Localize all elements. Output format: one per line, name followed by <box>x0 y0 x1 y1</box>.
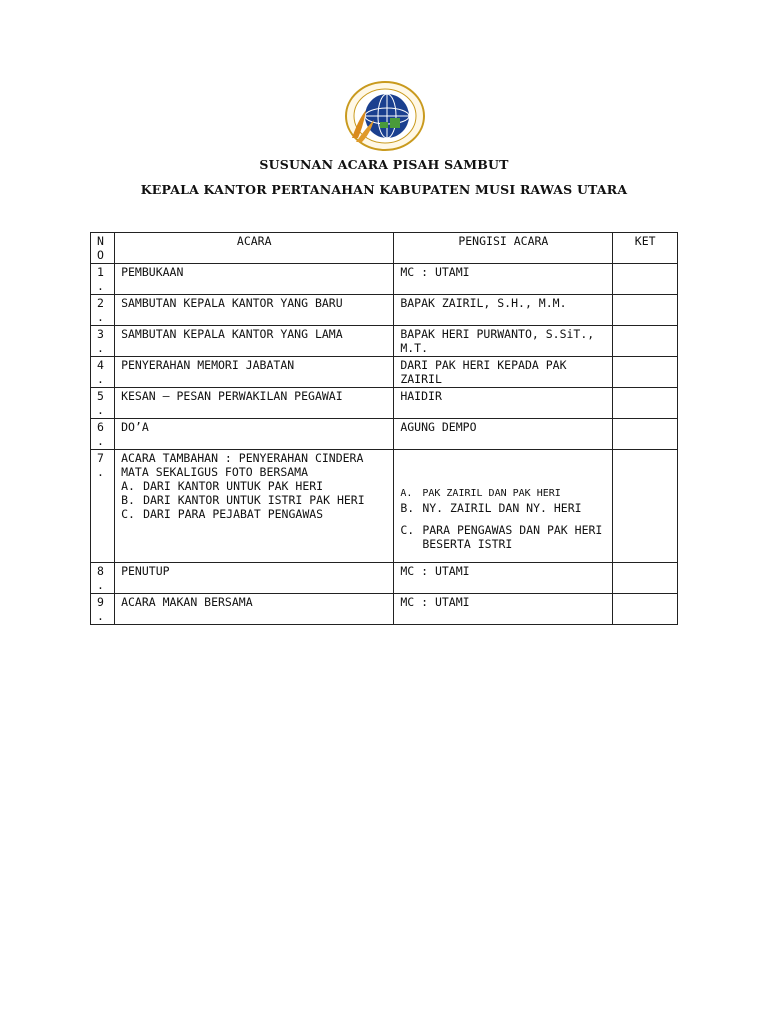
page-title: SUSUNAN ACARA PISAH SAMBUT <box>259 157 509 172</box>
cell-pengisi: BAPAK HERI PURWANTO, S.SiT., M.T. <box>394 326 613 357</box>
list-item <box>400 523 606 551</box>
list-item-letter: C. <box>121 507 135 521</box>
cell-no: 5. <box>91 388 115 419</box>
cell-acara: PEMBUKAAN <box>115 264 394 295</box>
cell-ket <box>613 419 678 450</box>
cell-no: 6. <box>91 419 115 450</box>
cell-ket <box>613 594 678 625</box>
cell-pengisi <box>394 450 613 563</box>
cell-pengisi: BAPAK ZAIRIL, S.H., M.M. <box>394 295 613 326</box>
list-item-letter: A. <box>121 479 135 493</box>
cell-acara: PENYERAHAN MEMORI JABATAN <box>115 357 394 388</box>
cell-pengisi: AGUNG DEMPO <box>394 419 613 450</box>
list-item-letter: A. <box>400 488 413 499</box>
cell-pengisi: MC : UTAMI <box>394 264 613 295</box>
list-item <box>121 493 387 507</box>
cell-acara: PENUTUP <box>115 563 394 594</box>
column-header-acara: ACARA <box>115 233 394 264</box>
cell-pengisi: MC : UTAMI <box>394 594 613 625</box>
cell-no: 7. <box>91 450 115 563</box>
table-row <box>91 357 678 388</box>
list-item-letter: C. <box>400 523 415 537</box>
cell-no: 1. <box>91 264 115 295</box>
list-item-text: DARI KANTOR UNTUK ISTRI PAK HERI <box>143 493 365 507</box>
cell-ket <box>613 357 678 388</box>
list-item-text: NY. ZAIRIL DAN NY. HERI <box>422 501 582 515</box>
cell-acara: ACARA MAKAN BERSAMA <box>115 594 394 625</box>
cell-ket <box>613 388 678 419</box>
list-item-letter: B. <box>121 493 135 507</box>
cell-pengisi: DARI PAK HERI KEPADA PAK ZAIRIL <box>394 357 613 388</box>
list-item-text: DARI PARA PEJABAT PENGAWAS <box>143 507 324 521</box>
table-row <box>91 450 678 563</box>
cell-no: 8. <box>91 563 115 594</box>
column-header-no: NO <box>91 233 115 264</box>
list-item-text: PAK ZAIRIL DAN PAK HERI <box>422 488 561 499</box>
table-header-row <box>91 233 678 264</box>
column-header-pengisi: PENGISI ACARA <box>394 233 613 264</box>
list-item-text: DARI KANTOR UNTUK PAK HERI <box>143 479 324 493</box>
cell-acara <box>115 450 394 563</box>
table-row <box>91 295 678 326</box>
cell-no: 4. <box>91 357 115 388</box>
cell-ket <box>613 326 678 357</box>
table-row <box>91 264 678 295</box>
list-item <box>400 487 606 501</box>
cell-ket <box>613 563 678 594</box>
acara-intro: ACARA TAMBAHAN : PENYERAHAN CINDERA MATA SEKALIGUS FOTO BERSAMA <box>121 451 364 479</box>
cell-ket <box>613 264 678 295</box>
list-item-text: PARA PENGAWAS DAN PAK HERI BESERTA ISTRI <box>422 523 603 551</box>
list-item <box>121 507 387 521</box>
list-item <box>121 479 387 493</box>
cell-acara: DO’A <box>115 419 394 450</box>
cell-no: 3. <box>91 326 115 357</box>
cell-acara: SAMBUTAN KEPALA KANTOR YANG BARU <box>115 295 394 326</box>
list-item <box>400 501 606 515</box>
cell-acara: SAMBUTAN KEPALA KANTOR YANG LAMA <box>115 326 394 357</box>
cell-no: 2. <box>91 295 115 326</box>
page-subtitle: KEPALA KANTOR PERTANAHAN KABUPATEN MUSI RAWAS UTARA <box>140 182 628 197</box>
table-row <box>91 326 678 357</box>
cell-ket <box>613 450 678 563</box>
list-item-letter: B. <box>400 501 415 515</box>
agency-emblem-icon <box>344 80 426 152</box>
table-row <box>91 419 678 450</box>
table-row <box>91 388 678 419</box>
cell-pengisi: HAIDIR <box>394 388 613 419</box>
schedule-table <box>90 232 678 625</box>
cell-no: 9. <box>91 594 115 625</box>
cell-pengisi: MC : UTAMI <box>394 563 613 594</box>
cell-acara: KESAN – PESAN PERWAKILAN PEGAWAI <box>115 388 394 419</box>
table-row <box>91 563 678 594</box>
column-header-ket: KET <box>613 233 678 264</box>
table-row <box>91 594 678 625</box>
cell-ket <box>613 295 678 326</box>
